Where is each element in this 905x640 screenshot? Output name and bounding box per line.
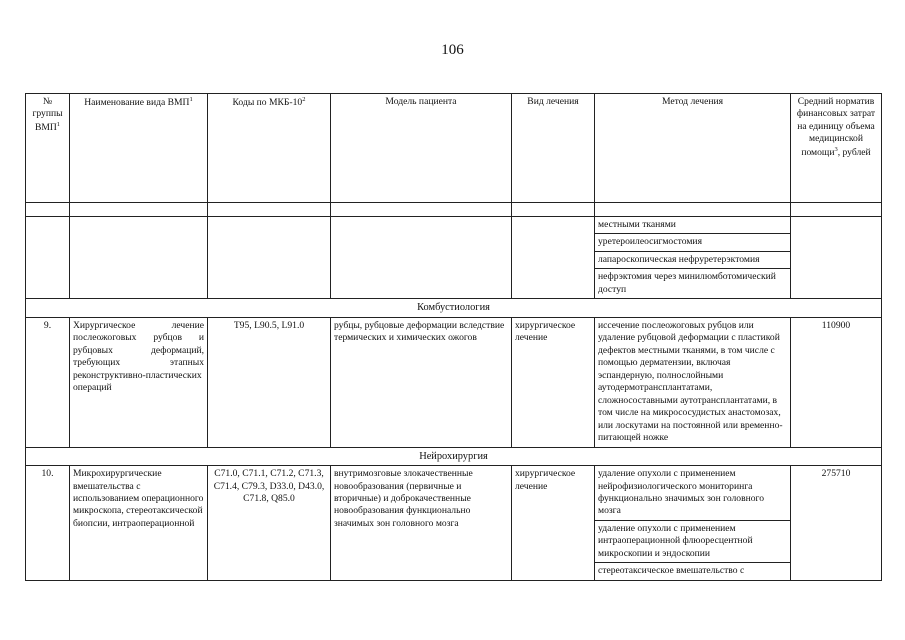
section-title: Комбустиология [26, 299, 882, 318]
method-item: удаление опухоли с применением интраоперационной флюоресцентной микроскопии и эндоскопии [595, 521, 790, 563]
icd-codes: C71.0, C71.1, C71.2, C71.3, C71.4, C79.3, D33.0, D43.0, C71.8, Q85.0 [208, 466, 331, 581]
method-item: стереотаксическое вмешательство с [598, 565, 745, 577]
treatment-method-cell [595, 466, 791, 581]
method-item: удаление опухоли с применением нейрофизиологического мониторинга функционально значимых зон головного мозга [595, 466, 790, 521]
cost-value: 110900 [791, 317, 882, 447]
spacer-row [26, 203, 882, 217]
table-row-9 [26, 317, 882, 447]
group-number: 10. [26, 466, 70, 581]
vmp-table [25, 93, 882, 581]
patient-model: рубцы, рубцовые деформации вследствие термических и химических ожогов [331, 317, 512, 447]
treatment-type: хирургическое лечение [512, 317, 595, 447]
method-item: нефрэктомия через минилюмботомический доступ [598, 271, 776, 295]
header-patient-model: Модель пациента [331, 94, 512, 203]
table-header-row [26, 94, 882, 203]
header-group-number: № группы ВМП$^1$ [26, 94, 70, 203]
cost-value: 275710 [791, 466, 882, 581]
continued-row [26, 217, 882, 299]
patient-model: внутримозговые злокачественные новообразования (первичные и вторичные) и доброкачественные новообразования функционально значимых зон головного мозга [331, 466, 512, 581]
header-treatment-method: Метод лечения [595, 94, 791, 203]
method-item: уретероилеосигмостомия [595, 234, 790, 251]
continued-methods-cell [595, 217, 791, 299]
treatment-method: иссечение послеожоговых рубцов или удаление рубцовой деформации с пластикой дефектов местными тканями, в том числе с помощью дерматензии, включая эспандерную, полнослойными аутодермотрансплантатами, сложносоставными аутотрансплантатами, в том числе на микрососудистых анастомозах, или лоскутами на постоянной или временно-питающей ножке [595, 317, 791, 447]
method-item: лапароскопическая нефруретерэктомия [595, 252, 790, 269]
section-header-combustiology [26, 299, 882, 318]
table-row-10 [26, 466, 882, 581]
icd-codes: Т95, L90.5, L91.0 [208, 317, 331, 447]
header-vmp-name: Наименование вида ВМП$^1$ [70, 94, 208, 203]
vmp-name: Микрохирургические вмешательства с использованием операционного микроскопа, стереотаксической биопсии, интраоперационной [70, 466, 208, 581]
header-icd-codes: Коды по МКБ-$10^2$ [208, 94, 331, 203]
method-item: местными тканями [595, 217, 790, 234]
treatment-type: хирургическое лечение [512, 466, 595, 581]
section-header-neurosurgery [26, 447, 882, 466]
vmp-name: Хирургическое лечение послеожоговых рубцов и рубцовых деформаций, требующих этапных реконструктивно-пластических операций [70, 317, 208, 447]
page-number: 106 [441, 42, 464, 58]
header-treatment-type: Вид лечения [512, 94, 595, 203]
group-number: 9. [26, 317, 70, 447]
section-title: Нейрохирургия [26, 447, 882, 466]
header-cost-norm: Средний норматив финансовых затрат на единицу объема медицинской помощи$^3$, рублей [791, 94, 882, 203]
